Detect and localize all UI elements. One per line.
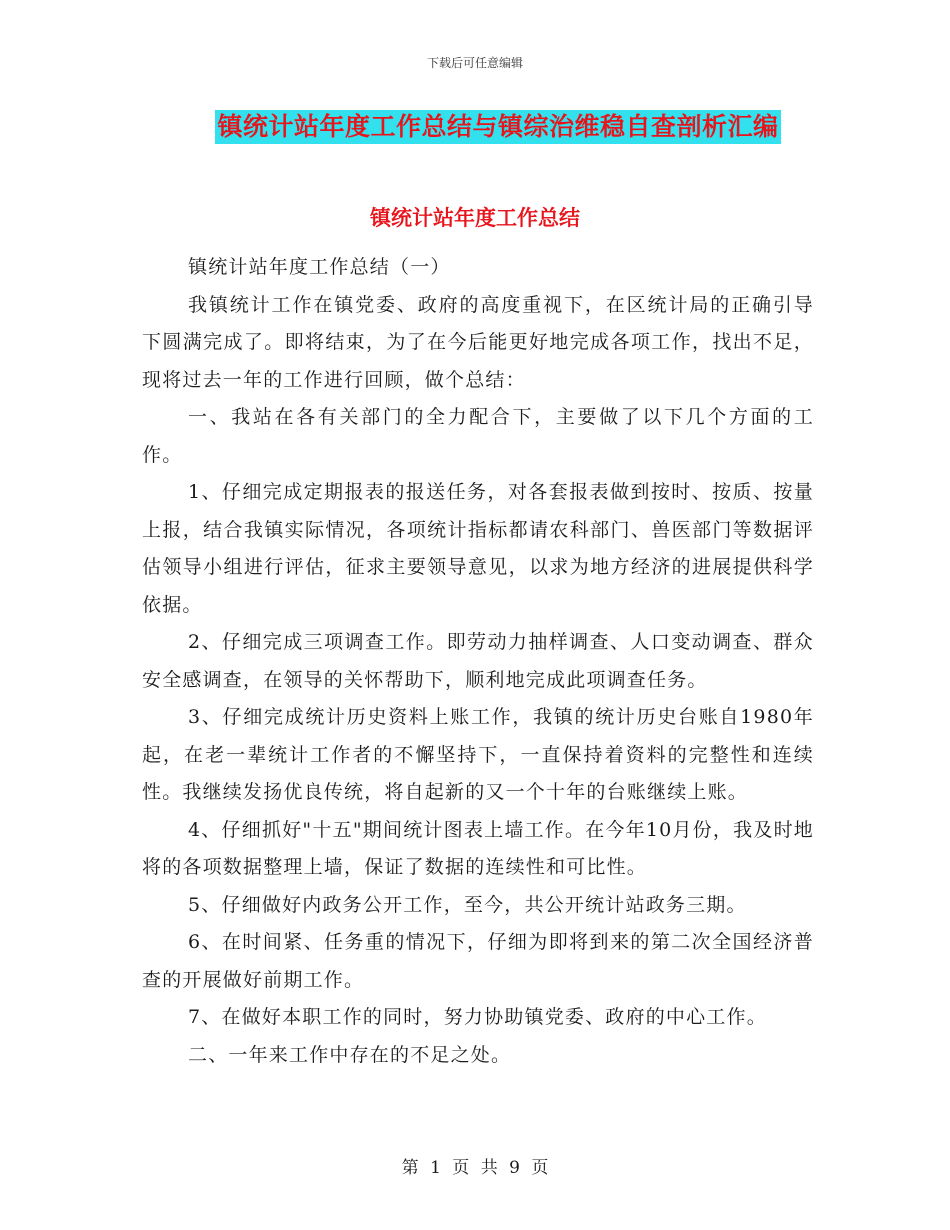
document-body [142,249,814,1074]
paragraph-4: 1、仔细完成定期报表的报送任务，对各套报表做到按时、按质、按量上报，结合我镇实际情况，各项统计指标都请农科部门、兽医部门等数据评估领导小组进行评估，征求主要领导意见，以求为地方经济的进展提供科学依据。 [142,481,814,616]
paragraph-11: 二、一年来工作中存在的不足之处。 [188,1043,512,1066]
paragraph-6: 3、仔细完成统计历史资料上账工作，我镇的统计历史台账自1980年起，在老一辈统计工作者的不懈坚持下，一直保持着资料的完整性和连续性。我继续发扬优良传统，将自起新的又一个十年的台账继续上账。 [142,706,814,803]
paragraph-5: 2、仔细完成三项调查工作。即劳动力抽样调查、人口变动调查、群众安全感调查，在领导的关怀帮助下，顺利地完成此项调查任务。 [142,631,814,691]
paragraph-3: 一、我站在各有关部门的全力配合下，主要做了以下几个方面的工作。 [142,406,814,466]
paragraph-7: 4、仔细抓好"十五"期间统计图表上墙工作。在今年10月份，我及时地将的各项数据整理上墙，保证了数据的连续性和可比性。 [142,818,814,878]
paragraph-9: 6、在时间紧、任务重的情况下，仔细为即将到来的第二次全国经济普查的开展做好前期工作。 [142,931,814,991]
header-note: 下载后可任意编辑 [426,56,523,70]
paragraph-10: 7、在做好本职工作的同时，努力协助镇党委、政府的中心工作。 [188,1006,767,1028]
main-title-container [0,110,950,144]
main-title: 镇统计站年度工作总结与镇综治维稳自查剖析汇编 [215,110,780,144]
paragraph-8: 5、仔细做好内政务公开工作，至今，共公开统计站政务三期。 [188,893,747,916]
paragraph-2: 我镇统计工作在镇党委、政府的高度重视下，在区统计局的正确引导下圆满完成了。即将结束，为了在今后能更好地完成各项工作，找出不足，现将过去一年的工作进行回顾，做个总结： [142,293,814,391]
paragraph-1: 镇统计站年度工作总结（一） [188,256,451,278]
section-title: 镇统计站年度工作总结 [370,206,580,230]
page-footer: 第 1 页 共 9 页 [401,1158,549,1178]
